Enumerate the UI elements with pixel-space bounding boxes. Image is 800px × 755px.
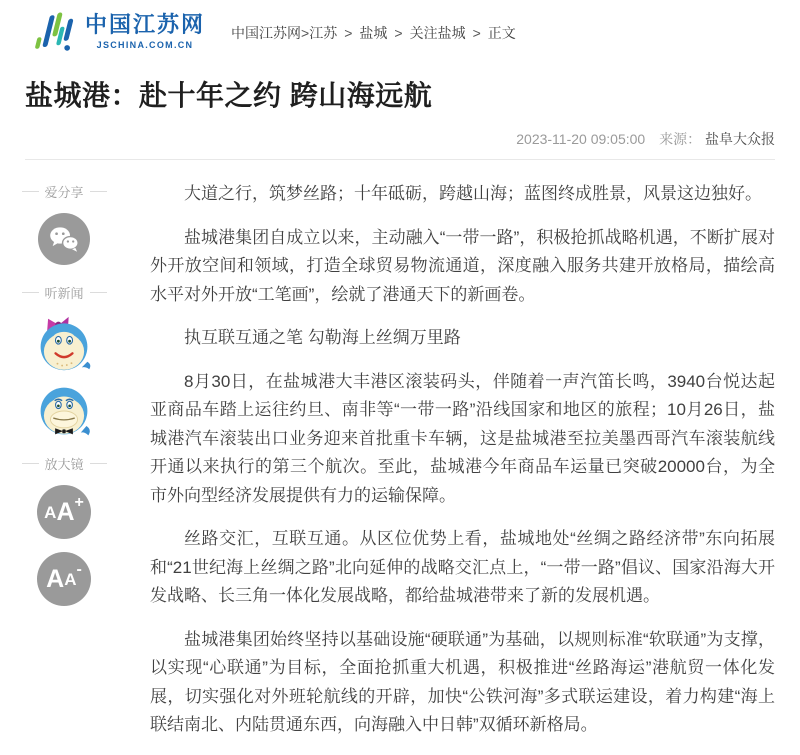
breadcrumb-item-yancheng[interactable]: 盐城 bbox=[359, 24, 388, 41]
breadcrumb-separator: > bbox=[394, 24, 403, 41]
site-logo[interactable] bbox=[30, 10, 205, 54]
font-size-increase-button[interactable] bbox=[37, 485, 91, 539]
mascot-boy-icon bbox=[35, 381, 93, 441]
breadcrumb-item-guanzhu-yancheng[interactable]: 关注盐城 bbox=[409, 24, 466, 41]
site-logo-text bbox=[85, 13, 205, 49]
jschina-logo-icon bbox=[30, 10, 76, 54]
article-title: 盐城港：赴十年之约 跨山海远航 bbox=[25, 80, 433, 111]
article-paragraph: 大道之行，筑梦丝路；十年砥砺，跨越山海；蓝图终成胜景，风景这边独好。 bbox=[184, 184, 762, 203]
source-label: 来源： bbox=[659, 131, 702, 147]
breadcrumb-separator: > bbox=[472, 24, 481, 41]
article-paragraph: 盐城港集团始终坚持以基础设施“硬联通”为基础，以规则标准“软联通”为支撑，以实现“心联通”为目标，全面抢抓重大机遇，积极推进“丝路海运”港航贸一体化发展，切实强化对外班轮航线的开辟，加快“公铁河海”多式联运建设，着力构建“海上联结南北、内陆贯通东西，向海融入中日韩”双循环新格局。 bbox=[150, 629, 775, 734]
article-meta bbox=[25, 129, 775, 149]
article-paragraph: 8月30日，在盐城港大丰港区滚装码头，伴随着一声汽笛长鸣，3940台悦达起亚商品车踏上运往约旦、南非等“一带一路”沿线国家和地区的旅程；10月26日，盐城港汽车滚装出口业务迎来首批重卡车辆，这是盐城港至拉美墨西哥汽车滚装航线开通以来执行的第三个航次。至此，盐城港今年商品车运量已突破20000台，为全市外向型经济发展提供有力的运输保障。 bbox=[150, 371, 775, 505]
listen-news-label: 听新闻 bbox=[18, 283, 110, 302]
aa-plus-letter-small: A bbox=[44, 502, 57, 522]
site-name: 中国江苏网 bbox=[85, 12, 206, 38]
breadcrumb-item-home[interactable]: 中国江苏网 bbox=[231, 24, 302, 41]
site-header bbox=[0, 0, 800, 58]
wechat-icon bbox=[47, 224, 81, 254]
aa-minus-letter-small: A bbox=[64, 569, 77, 589]
listen-news-boy-button[interactable] bbox=[35, 381, 93, 441]
main-content bbox=[0, 160, 800, 755]
share-section-label: 爱分享 bbox=[18, 182, 110, 201]
aa-plus-letter-big: A bbox=[56, 497, 75, 526]
publish-time: 2023-11-20 09:05:00 bbox=[516, 131, 646, 147]
plus-sign: + bbox=[74, 494, 84, 511]
breadcrumb-item-current: 正文 bbox=[487, 24, 516, 41]
breadcrumb-separator: > bbox=[301, 24, 310, 41]
article-paragraph-subhead: 执互联互通之笔 勾勒海上丝绸万里路 bbox=[184, 328, 461, 347]
site-domain: JSCHINA.COM.CN bbox=[96, 39, 194, 50]
breadcrumb bbox=[231, 21, 516, 43]
source-name: 盐阜大众报 bbox=[705, 131, 775, 147]
article-header bbox=[0, 78, 800, 149]
article-paragraph: 盐城港集团自成立以来，主动融入“一带一路”，积极抢抓战略机遇，不断扩展对外开放空间和领域，打造全球贸易物流通道，深度融入服务共建开放格局，描绘高水平对外开放“工笔画”，绘就了港通天下的新画卷。 bbox=[150, 227, 775, 304]
article-paragraph: 丝路交汇，互联互通。从区位优势上看，盐城地处“丝绸之路经济带”东向拓展和“21世纪海上丝绸之路”北向延伸的战略交汇点上，“一带一路”倡议、国家沿海大开发战略、长三角一体化发展战略，都给盐城港带来了新的发展机遇。 bbox=[150, 529, 775, 605]
wechat-share-button[interactable] bbox=[38, 213, 90, 265]
minus-sign: - bbox=[76, 561, 82, 578]
mascot-girl-icon bbox=[35, 314, 93, 374]
breadcrumb-item-jiangsu[interactable]: 江苏 bbox=[309, 24, 338, 41]
magnifier-section-label: 放大镜 bbox=[18, 454, 110, 473]
aa-minus-letter-big: A bbox=[46, 564, 65, 593]
article-toolbar-sidebar bbox=[18, 176, 110, 755]
breadcrumb-separator: > bbox=[344, 24, 353, 41]
article-body bbox=[150, 176, 775, 755]
listen-news-girl-button[interactable] bbox=[35, 314, 93, 374]
font-size-decrease-button[interactable] bbox=[37, 552, 91, 606]
